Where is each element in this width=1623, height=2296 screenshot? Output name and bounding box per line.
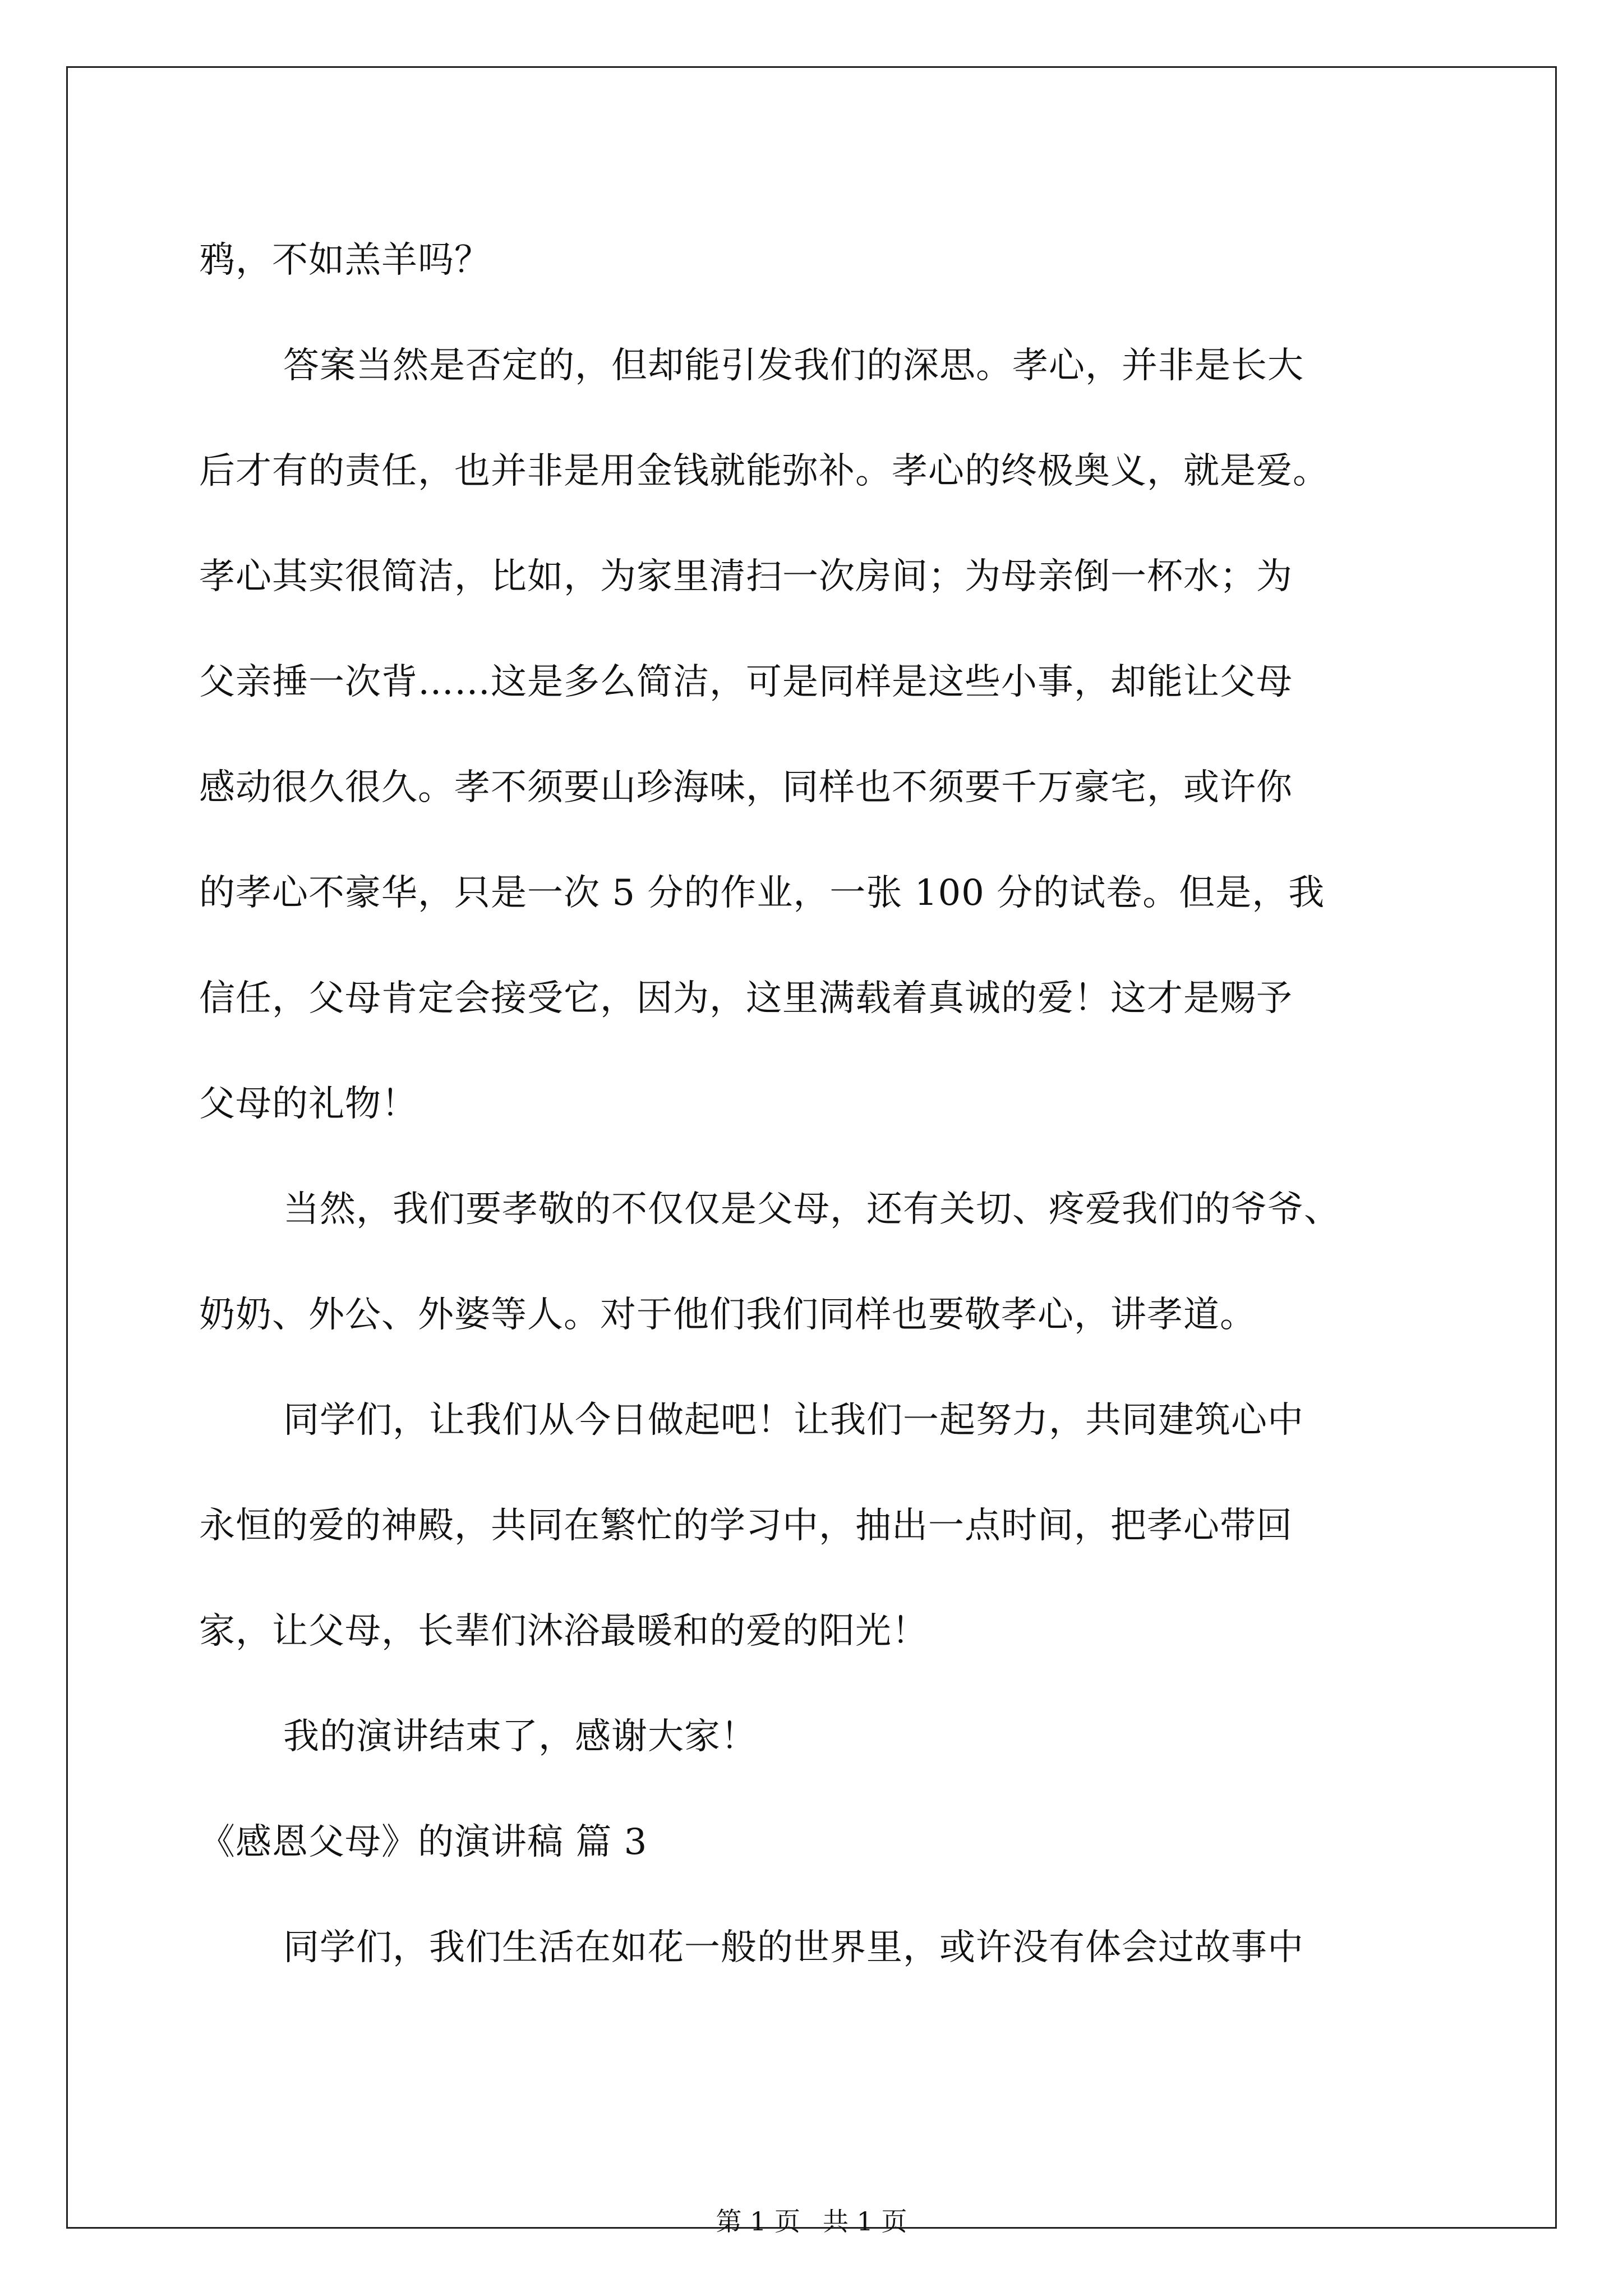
page-footer <box>0 2205 1623 2238</box>
text-line: 孝心其实很简洁，比如，为家里清扫一次房间；为母亲倒一杯水；为 <box>199 556 1293 597</box>
paragraph-start-line: 当然，我们要孝敬的不仅仅是父母，还有关切、疼爱我们的爷爷、 <box>283 1189 1340 1230</box>
paragraph-start-line: 我的演讲结束了，感谢大家！ <box>283 1716 757 1757</box>
text-line: 鸦，不如羔羊吗？ <box>199 240 491 281</box>
document-body <box>199 208 1483 2000</box>
text-line: 奶奶、外公、外婆等人。对于他们我们同样也要敬孝心，讲孝道。 <box>199 1294 1256 1336</box>
section-heading: 《感恩父母》的演讲稿 篇 3 <box>199 1821 648 1863</box>
page-number-current: 第 1 页 <box>716 2206 800 2237</box>
text-line: 感动很久很久。孝不须要山珍海味，同样也不须要千万豪宅，或许你 <box>199 767 1293 808</box>
text-line: 的孝心不豪华，只是一次 5 分的作业，一张 100 分的试卷。但是，我 <box>199 872 1325 914</box>
paragraph-start-line: 同学们，我们生活在如花一般的世界里，或许没有体会过故事中 <box>283 1927 1304 1968</box>
text-line: 父亲捶一次背……这是多么简洁，可是同样是这些小事，却能让父母 <box>199 661 1293 703</box>
paragraph-start-line: 同学们，让我们从今日做起吧！让我们一起努力，共同建筑心中 <box>283 1400 1304 1441</box>
paragraph-start-line: 答案当然是否定的，但却能引发我们的深思。孝心，并非是长大 <box>283 345 1304 386</box>
page-number-total: 共 1 页 <box>823 2206 907 2237</box>
text-line: 家，让父母，长辈们沐浴最暖和的爱的阳光！ <box>199 1611 928 1652</box>
text-line: 父母的礼物！ <box>199 1083 418 1125</box>
text-line: 后才有的责任，也并非是用金钱就能弥补。孝心的终极奥义，就是爱。 <box>199 450 1329 492</box>
text-line: 信任，父母肯定会接受它，因为，这里满载着真诚的爱！这才是赐予 <box>199 978 1293 1019</box>
text-line: 永恒的爱的神殿，共同在繁忙的学习中，抽出一点时间，把孝心带回 <box>199 1505 1293 1547</box>
